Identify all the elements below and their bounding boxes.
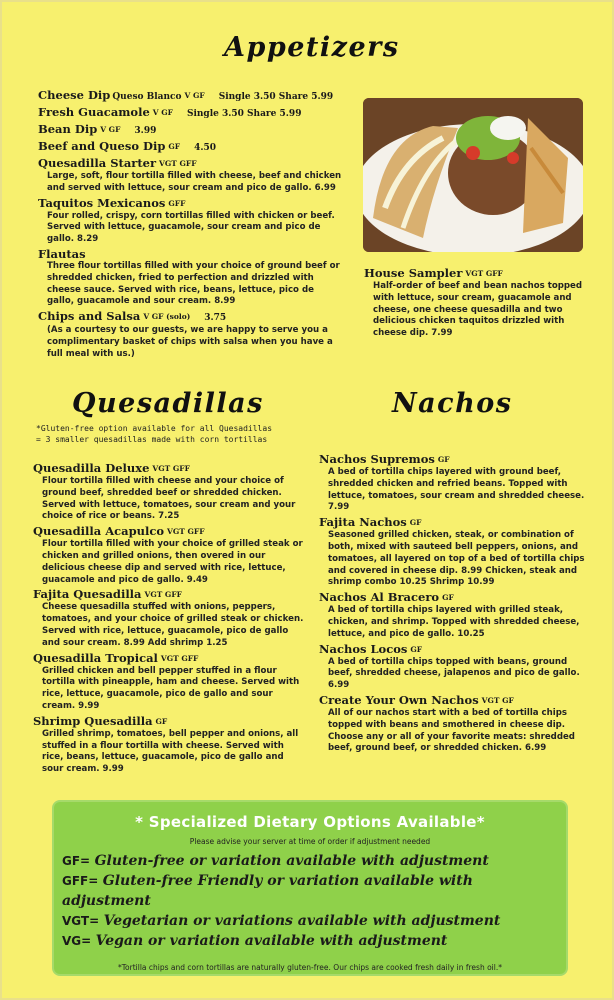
menu-item-name: Fresh Guacamole <box>38 105 150 119</box>
dietary-title: * Specialized Dietary Options Available* <box>135 813 485 831</box>
menu-item-name: Beef and Queso Dip <box>38 139 166 153</box>
menu-item-name: Shrimp Quesadilla <box>33 713 153 728</box>
menu-item-desc: Grilled shrimp, tomatoes, bell pepper and onions, all stuffed in a flour tortilla with cheese. Served with rice, beans, lettuce, guacamole, pico de gallo and sour cream. 9.99 <box>42 728 299 775</box>
menu-item-desc: Grilled chicken and bell pepper stuffed in a flour tortilla with pineapple, ham and cheese. Served with rice, lettuce, guacamole, pico de gallo and sour cream. 9.99 <box>42 665 300 711</box>
dietary-legend-line <box>62 931 566 951</box>
dietary-options-box <box>54 802 566 974</box>
menu-item <box>33 461 305 523</box>
menu-item-sub: Queso Blanco <box>112 92 182 102</box>
menu-item-name: Fajita Quesadilla <box>33 587 142 602</box>
menu-item <box>319 693 591 755</box>
menu-item-tags: GF <box>155 716 168 726</box>
menu-item-name: Nachos Al Bracero <box>319 590 440 605</box>
menu-item-tags: V GF (solo) <box>143 312 191 322</box>
house-sampler-tags: VGT GFF <box>465 269 503 278</box>
menu-item-desc: Large, soft, flour tortilla filled with cheese, beef and chicken and served with lettuce, sour cream and pico de gallo. 6.99 <box>47 171 342 193</box>
menu-item-name: Bean Dip <box>38 122 98 136</box>
menu-item-price: 3.75 <box>204 313 227 324</box>
menu-item-name: Quesadilla Tropical <box>33 650 158 665</box>
menu-item-name: Quesadilla Deluxe <box>33 461 150 475</box>
menu-item-desc: A bed of tortilla chips topped with beans, ground beef, shredded cheese, jalapenos and pico de gallo. 6.99 <box>328 656 580 691</box>
menu-item-price: 3.99 <box>134 126 157 136</box>
dietary-legend <box>54 851 566 951</box>
dietary-meaning: Gluten-free Friendly or variation available with adjustment <box>62 873 473 909</box>
menu-item-desc: All of our nachos start with a bed of tortilla chips topped with beans and smothered in cheese dip. Choose any or all of your favorite meats: shredded beef, ground beef, or shredded chicken. 6.99 <box>328 707 575 754</box>
menu-item <box>33 714 305 776</box>
house-sampler <box>364 266 586 340</box>
menu-item-desc: Flour tortilla filled with cheese and your choice of ground beef, shredded beef or shredded chicken. Served with lettuce, tomatoes, sour cream and your choice of rice or beans. 7.25 <box>42 476 296 522</box>
dietary-subtitle: Please advise your server at time of order if adjustment needed <box>189 837 431 846</box>
menu-item-name: Quesadilla Starter <box>38 156 157 170</box>
menu-item <box>33 651 305 713</box>
menu-item-tags: GF <box>442 593 454 603</box>
appetizers-title: Appetizers <box>224 32 400 63</box>
menu-item-desc: Three flour tortillas filled with your choice of ground beef or shredded chicken, fried to perfection and drizzled with cheese sauce. Served with rice, beans, lettuce, pico de gallo, guacamole and sour cream. 8.99 <box>47 260 340 307</box>
menu-item-name: Quesadilla Acapulco <box>33 524 165 539</box>
menu-item-tags: V GF <box>184 91 205 100</box>
menu-item-name: Nachos Supremos <box>319 452 435 466</box>
food-plate-image <box>363 98 583 252</box>
menu-item-tags: GF <box>168 142 181 151</box>
menu-item-desc: A bed of tortilla chips layered with ground beef, shredded chicken and refried beans. Topped with lettuce, tomatoes, sour cream and shredded cheese. 7.99 <box>328 467 585 513</box>
menu-item <box>38 105 343 121</box>
menu-item-desc: Flour tortilla filled with your choice of grilled steak or chicken and grilled onions, then overed in our delicious cheese dip and served with rice, lettuce, guacamole and pico de gallo. 9.49 <box>42 539 303 585</box>
menu-item <box>319 642 591 692</box>
menu-item-name: Create Your Own Nachos <box>319 692 479 707</box>
menu-item-price: Single 3.50 Share 5.99 <box>218 92 334 102</box>
menu-item <box>33 587 305 649</box>
menu-item-desc: A bed of tortilla chips layered with grilled steak, chicken, and shrimp. Topped with shredded cheese, lettuce, and pico de gallo. 10.25 <box>328 605 580 639</box>
nachos-list <box>319 452 591 756</box>
house-sampler-name: House Sampler <box>364 266 463 280</box>
dietary-meaning: Vegan or variation available with adjustment <box>95 933 448 949</box>
menu-item-tags: V GF <box>100 125 121 134</box>
menu-item-tags: GFF <box>168 198 186 208</box>
quesadillas-note: *Gluten-free option available for all Quesadillas = 3 smaller quesadillas made with corn tortillas <box>36 424 273 444</box>
menu-item-name: Taquitos Mexicanos <box>38 195 166 210</box>
menu-item-name: Fajita Nachos <box>319 515 407 530</box>
menu-item-tags: GF <box>437 455 450 464</box>
menu-item <box>319 452 591 514</box>
dietary-code: VG= <box>62 934 92 948</box>
quesadillas-title: Quesadillas <box>72 388 264 419</box>
menu-item <box>38 309 343 360</box>
dietary-meaning: Vegetarian or variations available with adjustment <box>103 913 501 929</box>
dietary-code: GF= <box>62 854 91 868</box>
menu-item-desc: Four rolled, crispy, corn tortillas filled with chicken or beef. Served with lettuce, guacamole, sour cream and pico de gallo. 8.29 <box>47 210 335 245</box>
menu-item-tags: VGT GFF <box>167 527 205 537</box>
house-sampler-photo <box>363 98 583 252</box>
menu-item-tags: VGT GFF <box>144 590 182 600</box>
menu-item <box>38 247 343 308</box>
dietary-code: VGT= <box>62 914 100 928</box>
menu-item <box>38 122 343 138</box>
house-sampler-desc: Half-order of beef and bean nachos topped with lettuce, sour cream, guacamole and cheese, one cheese quesadilla and two delicious chicken taquitos drizzled with cheese dip. 7.99 <box>373 281 583 339</box>
menu-item-tags: VGT GF <box>481 695 514 705</box>
dietary-meaning: Gluten-free or variation available with adjustment <box>94 853 489 869</box>
menu-item-tags: GF <box>410 644 423 654</box>
menu-item-desc: Cheese quesadilla stuffed with onions, peppers, tomatoes, and your choice of grilled steak or chicken. Served with rice, lettuce, guacamole, pico de gallo and sour cream. 8.99 Add shrimp 1.25 <box>42 602 304 648</box>
menu-item <box>38 156 343 195</box>
menu-item-tags: V GF <box>152 108 173 117</box>
menu-item-price: Single 3.50 Share 5.99 <box>186 109 302 119</box>
dietary-footnote: *Tortilla chips and corn tortillas are naturally gluten-free. Our chips are cooked fresh daily in fresh oil.* <box>118 963 502 972</box>
menu-item <box>319 515 591 589</box>
menu-item-tags: VGT GFF <box>160 653 199 663</box>
menu-item-name: Nachos Locos <box>319 641 408 656</box>
dietary-code: GFF= <box>62 874 99 888</box>
menu-item-tags: VGT GFF <box>159 159 197 168</box>
menu-item-name: Chips and Salsa <box>38 309 141 324</box>
menu-item-price: 4.50 <box>194 143 217 153</box>
dietary-legend-line <box>62 851 566 871</box>
menu-item-tags: VGT GFF <box>152 464 190 473</box>
quesadillas-list <box>33 461 305 777</box>
menu-item-tags: GF <box>409 518 422 528</box>
dietary-legend-line <box>62 871 566 911</box>
menu-item <box>319 590 591 640</box>
menu-item-desc: (As a courtesy to our guests, we are happy to serve you a complimentary basket of chips with salsa when you have a full meal with us.) <box>47 325 333 359</box>
menu-item <box>38 88 343 104</box>
menu-item-desc: Seasoned grilled chicken, steak, or combination of both, mixed with sauteed bell peppers, onions, and tomatoes, all layered on top of a bed of tortilla chips and covered in cheese dip. 8.99 Chicken, steak and shrimp combo 10.25 Shrimp 10.99 <box>328 530 585 588</box>
nachos-title: Nachos <box>392 388 513 419</box>
menu-item-name: Flautas <box>38 246 86 261</box>
menu-item <box>33 524 305 586</box>
appetizers-list <box>38 88 343 362</box>
menu-item-name: Cheese Dip <box>38 88 111 102</box>
menu-item <box>38 196 343 246</box>
dietary-legend-line <box>62 911 566 931</box>
menu-item <box>38 139 343 155</box>
